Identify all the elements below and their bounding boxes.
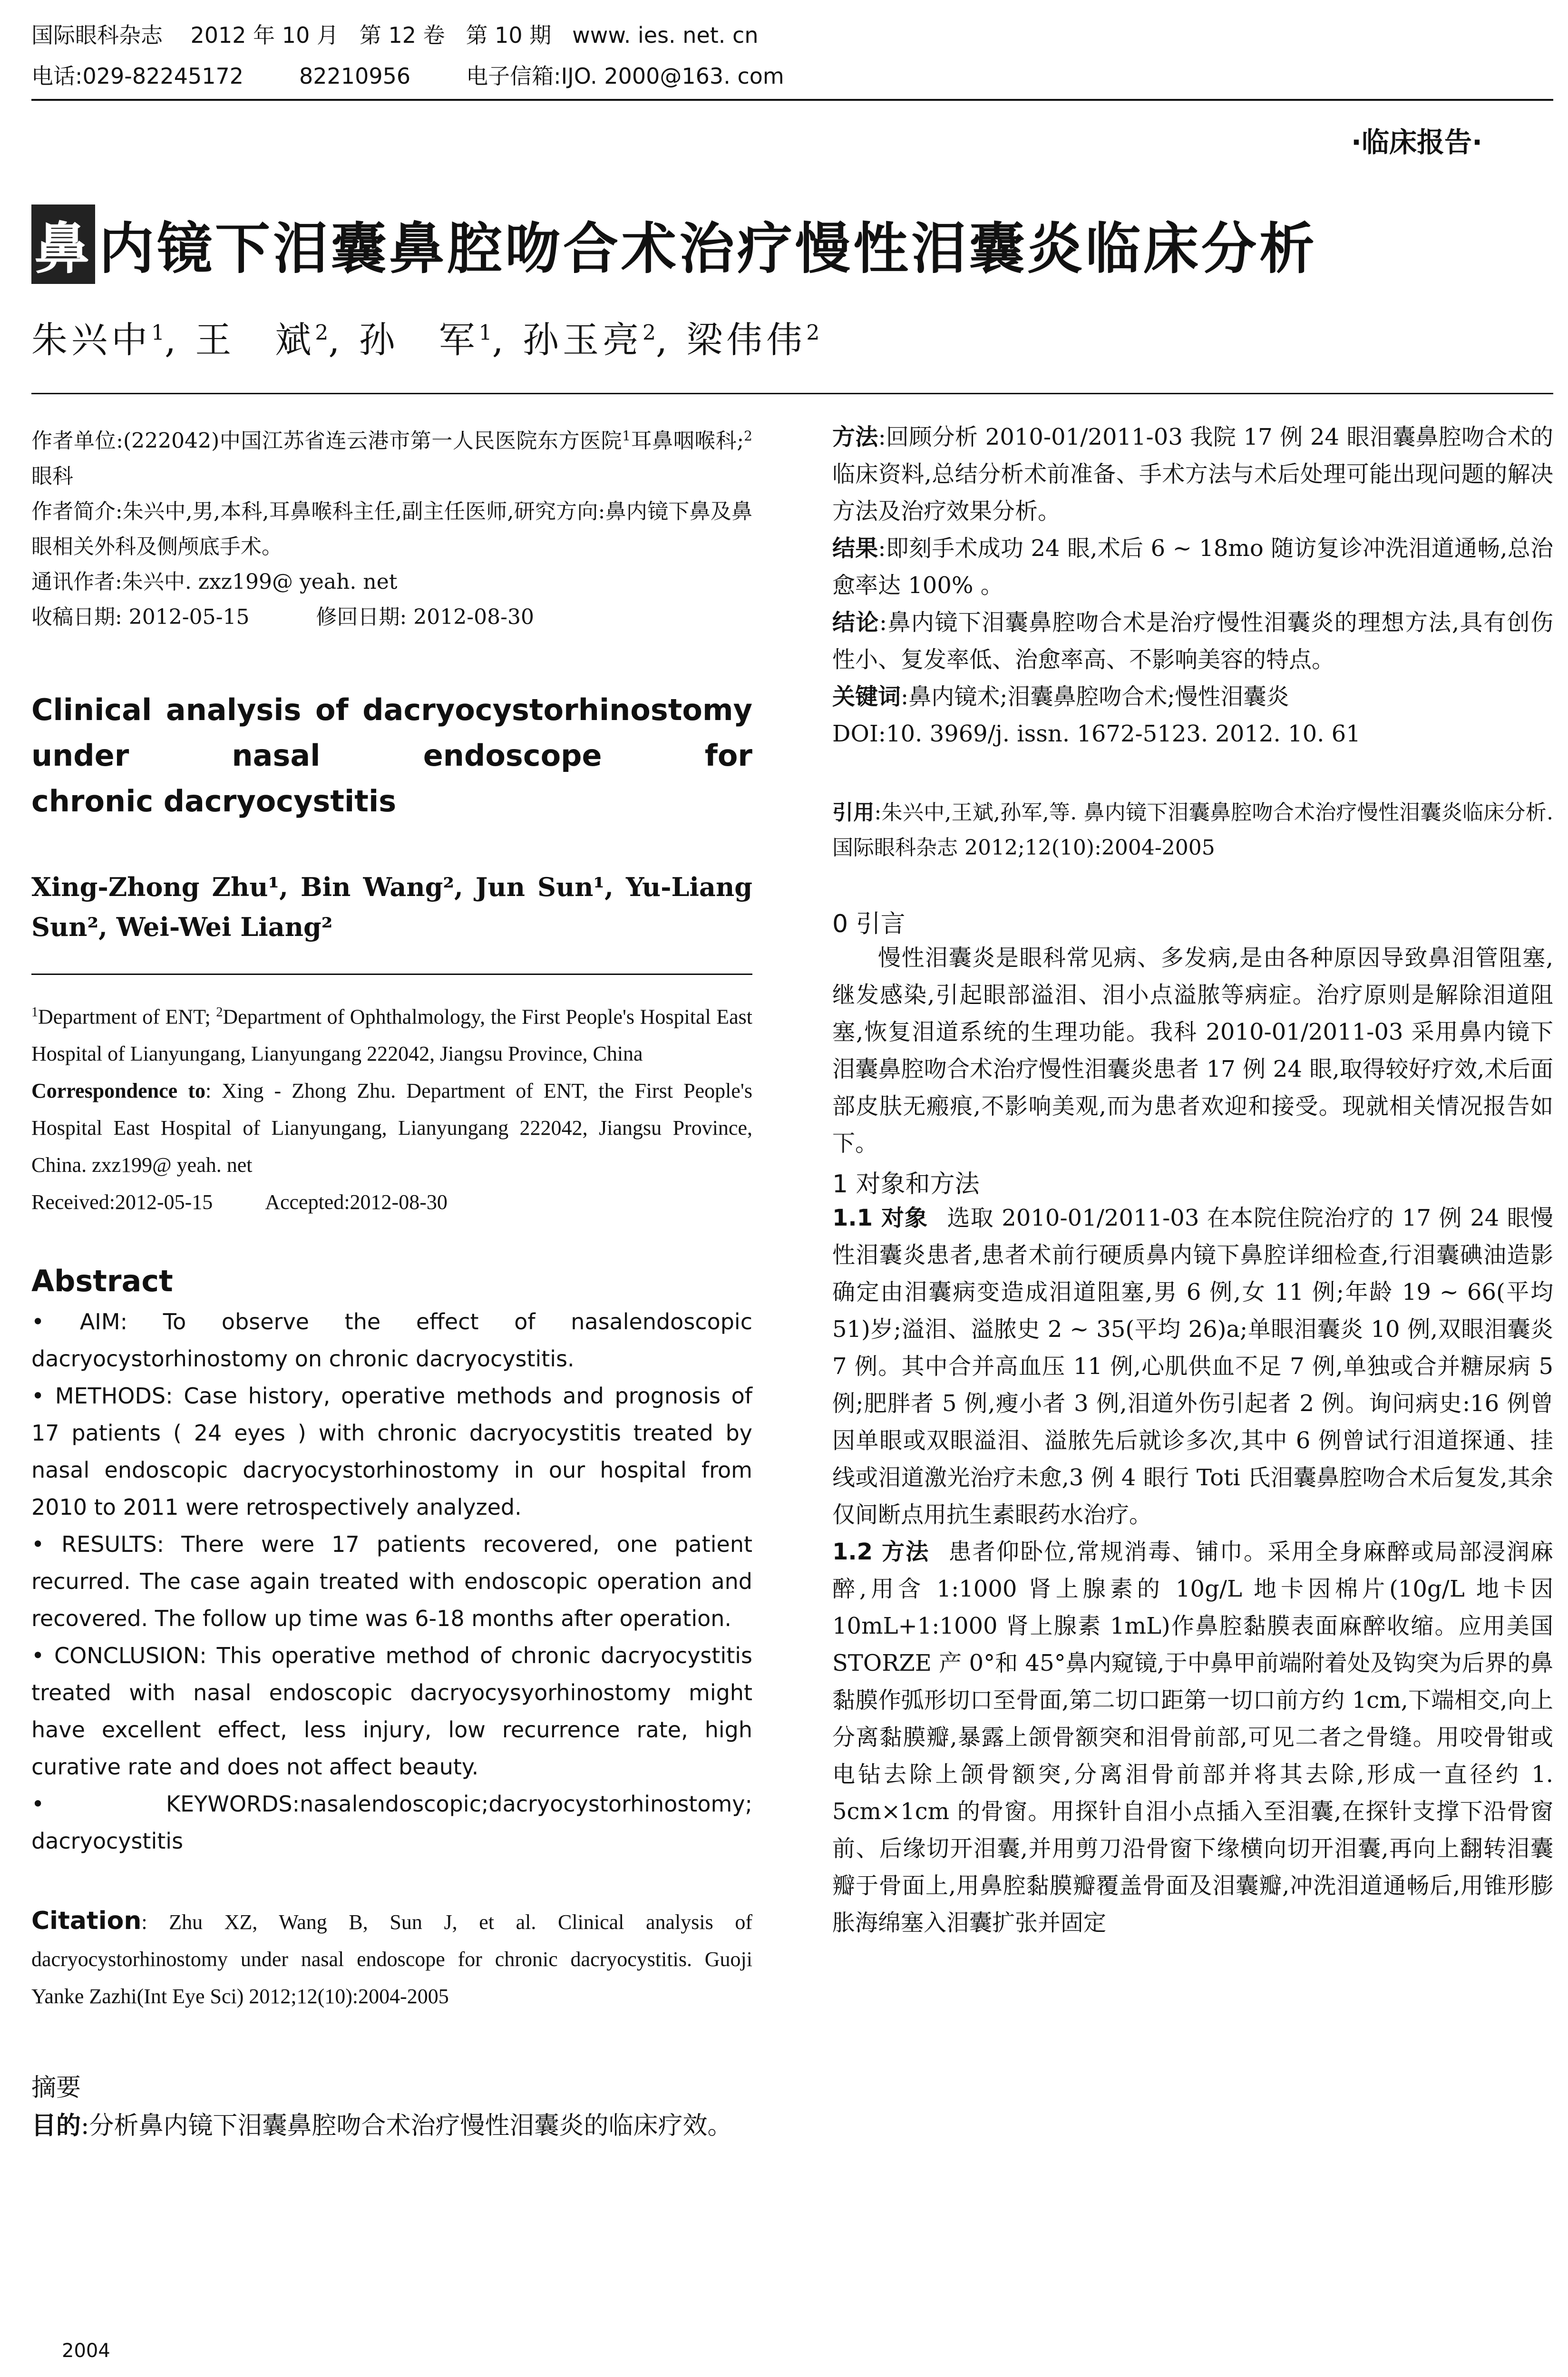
section-1-2 <box>832 1533 1553 1941</box>
cn-keywords-text: :鼻内镜术;泪囊鼻腔吻合术;慢性泪囊炎 <box>901 683 1289 710</box>
title-rest: 内镜下泪囊鼻腔吻合术治疗慢性泪囊炎临床分析 <box>99 217 1317 281</box>
author-name: 孙 军 <box>359 319 479 361</box>
cn-aim-label: 目的 <box>31 2112 81 2141</box>
section-1-1 <box>832 1199 1553 1533</box>
author-affil-sup: 2 <box>806 321 820 345</box>
abstract-label: • METHODS <box>31 1383 166 1409</box>
english-affiliation: $^1$Department of ENT; $^2$Department of Ophthalmology, the First People's Hospital East Hospital of Lianyungang, Lianyungang 222042, Jiangsu Province, China <box>31 1004 753 1066</box>
page-number: 2004 <box>62 2340 110 2362</box>
cn-methods-text: :回顾分析 2010-01/2011-03 我院 17 例 24 眼泪囊鼻腔吻合术的临床资料,总结分析术前准备、手术方法与术后处理可能出现问题的解决方法及治疗效果分析。 <box>832 424 1553 525</box>
intro-paragraph: 慢性泪囊炎是眼科常见病、多发病,是由各种原因导致鼻泪管阻塞,继发感染,引起眼部溢泪、泪小点溢脓等病症。治疗原则是解除泪道阻塞,恢复泪道系统的生理功能。我科 2010-01/2011-03 采用鼻内镜下泪囊鼻腔吻合术治疗慢性泪囊炎患者 17 例 24 眼,取得较好疗效,术后面部皮肤无瘢痕,不影响美观,而为患者欢迎和接受。现就相关情况报告如下。 <box>832 945 1553 1157</box>
author-affil-sup: 2 <box>315 321 329 345</box>
author-affil-sup: 1 <box>478 321 492 345</box>
article-title <box>31 205 1317 284</box>
citation-label: Citation <box>31 1907 142 1936</box>
citation-text: : Zhu XZ, Wang B, Sun J, et al. Clinical analysis of dacryocystorhinostomy under nasal endoscope for chronic dacryocystitis. Guoji Yanke Zazhi(Int Eye Sci) 2012;12(10):2004-2005 <box>31 1910 752 2008</box>
cn-aim-text: :分析鼻内镜下泪囊鼻腔吻合术治疗慢性泪囊炎的临床疗效。 <box>81 2112 732 2141</box>
cn-abstract-aim <box>31 2106 752 2146</box>
abstract-heading: Abstract <box>31 1264 173 1299</box>
cn-keywords-label: 关键词 <box>832 683 901 710</box>
abstract-label: • CONCLUSION <box>31 1643 200 1669</box>
english-title <box>31 687 752 824</box>
journal-header-line2: 电话:029-82245172 82210956 电子信箱:IJO. 2000@163. com <box>31 63 784 89</box>
cn-conclusion-text: :鼻内镜下泪囊鼻腔吻合术是治疗慢性泪囊炎的理想方法,具有创伤性小、复发率低、治愈率高、不影响美容的特点。 <box>832 609 1553 673</box>
abstract-text: : This operative method of chronic dacryocystitis treated with nasal endoscopic dacryocysyorhinostomy might have excellent effect, less injury, low recurrence rate, high curative rate and does not affect beauty. <box>31 1643 753 1780</box>
dates-cn <box>31 600 752 635</box>
cn-abstract-methods <box>832 419 1553 530</box>
section-1-2-label: 1.2 方法 <box>832 1539 930 1565</box>
author-name: 梁伟伟 <box>686 319 807 361</box>
abstract-text: : To observe the effect of nasalendoscopic dacryocystorhinostomy on chronic dacryocystitis. <box>31 1309 752 1372</box>
affil-dept-eye: 眼科 <box>31 464 73 488</box>
author-affil-sup: 2 <box>642 321 656 345</box>
section-1-1-label: 1.1 对象 <box>832 1205 928 1231</box>
abstract-text: : Case history, operative methods and prognosis of 17 patients ( 24 eyes ) with chronic dacryocystitis treated by nasal endoscopic dacryocystorhinostomy in our hospital from 2010 to 2011 were retrospectively analyzed. <box>31 1383 752 1520</box>
header-rule <box>31 99 1553 101</box>
author-list: 朱兴中$^1$, 王 斌$^2$, 孙 军$^1$, 孙玉亮$^2$, 梁伟伟$^2$ <box>31 319 820 361</box>
affil-dept-ent: 耳鼻咽喉科; <box>631 429 744 453</box>
corresponding-author: 通讯作者:朱兴中. zxz199@ yeah. net <box>31 569 398 594</box>
affil-unit: 作者单位:(222042)中国江苏省连云港市第一人民医院东方医院 <box>31 429 623 453</box>
abstract-keywords <box>31 1785 752 1860</box>
correspondence-text: : Xing - Zhong Zhu. Department of ENT, the First People's Hospital East Hospital of Lianyungang, Lianyungang 222042, Jiangsu Province, China. zxz199@ yeah. net <box>31 1079 752 1177</box>
intro-heading: 0 引言 <box>832 910 906 938</box>
received-date-en: Received:2012-05-15 <box>31 1190 213 1214</box>
dates-en <box>31 1184 752 1221</box>
revised-date-cn: 修回日期: 2012-08-30 <box>316 604 534 629</box>
english-title-line: chronic dacryocystitis <box>31 783 397 818</box>
title-first-char: 鼻 <box>31 205 95 284</box>
abstract-conclusion <box>31 1637 752 1785</box>
affil-sup: 1 <box>622 428 631 444</box>
cn-results-text: :即刻手术成功 24 眼,术后 6 ~ 18mo 随访复诊冲洗泪道通畅,总治愈率达 100% 。 <box>832 535 1553 599</box>
correspondence-label: Correspondence to <box>31 1079 205 1103</box>
authors-rule <box>31 393 1553 394</box>
english-authors: Xing-Zhong Zhu¹, Bin Wang², Jun Sun¹, Yu-Liang Sun², Wei-Wei Liang² <box>31 871 752 942</box>
abstract-label: • RESULTS <box>31 1531 157 1558</box>
cn-cite-label: 引用 <box>832 800 875 825</box>
affiliation-cn <box>31 419 752 494</box>
accepted-date-en: Accepted:2012-08-30 <box>265 1190 448 1214</box>
abstract-methods <box>31 1377 752 1526</box>
abstract-body <box>31 1303 752 1860</box>
affil-sup: 2 <box>744 428 752 444</box>
cn-keywords <box>832 678 1553 715</box>
abstract-results <box>31 1526 752 1637</box>
section-tag: ·临床报告· <box>1351 126 1482 158</box>
abstract-text: : There were 17 patients recovered, one patient recurred. The case again treated with endoscopic operation and recovered. The follow up time was 6-18 months after operation. <box>31 1531 753 1632</box>
english-title-line: Clinical analysis of dacryocystorhinostomy <box>31 692 752 727</box>
doi: DOI:10. 3969/j. issn. 1672-5123. 2012. 10. 61 <box>832 721 1361 747</box>
left-column <box>31 419 752 2146</box>
affil-en-rule <box>31 974 752 975</box>
cn-abstract-conclusion <box>832 604 1553 678</box>
author-name: 王 斌 <box>195 319 315 361</box>
cn-citation <box>832 795 1553 866</box>
cn-cite-text: :朱兴中,王斌,孙军,等. 鼻内镜下泪囊鼻腔吻合术治疗慢性泪囊炎临床分析. 国际眼科杂志 2012;12(10):2004-2005 <box>832 800 1553 860</box>
section-1-2-text: 患者仰卧位,常规消毒、铺巾。采用全身麻醉或局部浸润麻醉,用含 1:1000 肾上腺素的 10g/L 地卡因棉片(10g/L 地卡因 10mL+1:1000 肾上腺素 1mL)作鼻腔黏膜表面麻醉收缩。应用美国 STORZE 产 0°和 45°鼻内窥镜,于中鼻甲前端附着处及钩突为后界的鼻黏膜作弧形切口至骨面,第二切口距第一切口前方约 1cm,下端相交,向上分离黏膜瓣,暴露上颌骨额突和泪骨前部,可见二者之骨缝。用咬骨钳或电钻去除上颌骨额突,分离泪骨前部并将其去除,形成一直径约 1. 5cm×1cm 的骨窗。用探针自泪小点插入至泪囊,在探针支撑下沿骨窗前、后缘切开泪囊,并用剪刀沿骨窗下缘横向切开泪囊,再向上翻转泪囊瓣于骨面上,用鼻腔黏膜瓣覆盖骨面及泪囊瓣,冲洗泪道通畅后,用锥形膨胀海绵塞入泪囊扩张并固定 <box>832 1539 1553 1936</box>
cn-results-label: 结果 <box>832 535 878 562</box>
affil-en-dept1: Department of ENT; <box>38 1005 211 1029</box>
citation-en <box>31 1902 752 2015</box>
author-name: 孙玉亮 <box>522 319 643 361</box>
author-affil-sup: 1 <box>151 321 165 345</box>
correspondence <box>31 1072 752 1184</box>
affil-en-dept2: Department of Ophthalmology, the First People's Hospital East Hospital of Lianyungang, Lianyungang 222042, Jiangsu Province, China <box>31 1005 753 1066</box>
abstract-label: • KEYWORDS <box>31 1791 292 1817</box>
abstract-aim <box>31 1303 752 1377</box>
right-column <box>832 419 1553 1941</box>
author-bio: 作者简介:朱兴中,男,本科,耳鼻喉科主任,副主任医师,研究方向:鼻内镜下鼻及鼻眼相关外科及侧颅底手术。 <box>31 499 752 559</box>
section-1-heading: 1 对象和方法 <box>832 1170 980 1198</box>
author-name: 朱兴中 <box>31 319 151 361</box>
cn-abstract-heading: 摘要 <box>31 2074 81 2103</box>
cn-methods-label: 方法 <box>832 424 878 450</box>
cn-abstract-results <box>832 530 1553 604</box>
section-1-1-text: 选取 2010-01/2011-03 在本院住院治疗的 17 例 24 眼慢性泪囊炎患者,患者术前行硬质鼻内镜下鼻腔详细检查,行泪囊碘油造影确定由泪囊病变造成泪道阻塞,男 6 例,女 11 例;年龄 19 ~ 66(平均 51)岁;溢泪、溢脓史 2 ~ 35(平均 26)a;单眼泪囊炎 10 例,双眼泪囊炎 7 例。其中合并高血压 11 例,心肌供血不足 7 例,单独或合并糖尿病 5 例;肥胖者 5 例,瘦小者 3 例,泪道外伤引起者 2 例。询问病史:16 例曾因单眼或双眼溢泪、溢脓先后就诊多次,其中 6 例曾试行泪道探通、挂线或泪道激光治疗未愈,3 例 4 眼行 Toti 氏泪囊鼻腔吻合术后复发,其余仅间断点用抗生素眼药水治疗。 <box>832 1205 1553 1528</box>
abstract-text: :nasalendoscopic;dacryocystorhinostomy; dacryocystitis <box>31 1791 752 1854</box>
journal-header-line1: 国际眼科杂志 2012 年 10 月 第 12 卷 第 10 期 www. ies. net. cn <box>31 22 759 48</box>
abstract-label: • AIM <box>31 1309 120 1335</box>
english-title-line: under nasal endoscope for <box>31 738 752 773</box>
received-date-cn: 收稿日期: 2012-05-15 <box>31 604 250 629</box>
cn-conclusion-label: 结论 <box>832 609 879 636</box>
